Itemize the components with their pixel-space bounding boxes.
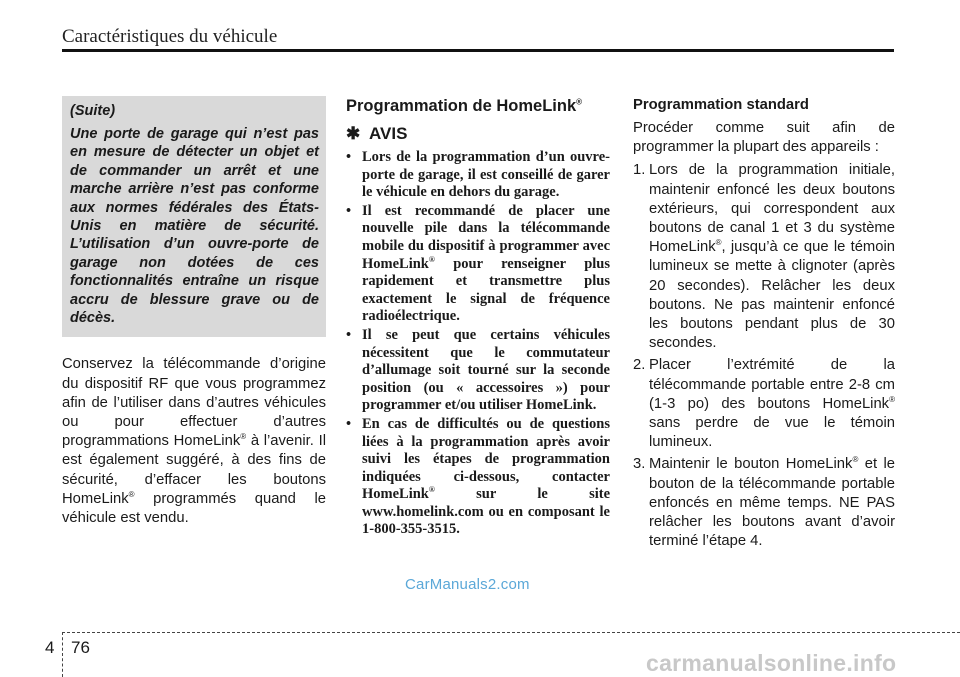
step-item: 1. Lors de la programmation initiale, maintenir enfoncé les deux boutons extérieurs, qui correspondent aux boutons de canal 1 et 3 du système HomeLink®, jusqu’à ce que le témoin lumineux se mette à clignoter (après 20 secondes). Relâcher les deux boutons. Ne pas maintenir enfoncé les boutons pendant plus de 30 secondes. — [633, 162, 895, 352]
notice-item: • Il se peut que certains véhicules nécessitent que le commutateur d’allumage soit tourné sur la seconde position (ou « accessoires ») pour programmer et/ou utiliser HomeLink. — [346, 326, 610, 414]
notice-item: • Il est recommandé de placer une nouvelle pile dans la télécommande mobile du dispositif à programmer avec HomeLink® pour renseigner plus rapidement et transmettre plus exactement le signal de fréquence radioélectrique. — [346, 202, 610, 325]
registered-mark: ® — [128, 489, 135, 499]
notice-heading — [346, 123, 610, 145]
notice-item: • Lors de la programmation d’un ouvre-porte de garage, il est conseillé de garer le véhicule en dehors du garage. — [346, 149, 610, 201]
step-number: 3. — [633, 456, 646, 473]
registered-mark: ® — [576, 97, 583, 107]
resale-paragraph — [62, 355, 326, 528]
warning-box-title: (Suite) — [70, 103, 116, 119]
steps-list — [633, 161, 895, 551]
registered-mark: ® — [428, 254, 435, 264]
step-number: 1. — [633, 162, 646, 179]
standard-programming-intro: Procéder comme suit afin de programmer la plupart des appareils : — [633, 120, 895, 156]
section-heading: Programmation de HomeLink® — [346, 97, 583, 115]
step-number: 2. — [633, 357, 646, 374]
column-3 — [633, 96, 895, 554]
registered-mark: ® — [715, 238, 722, 248]
chapter-number: 4 — [45, 638, 55, 657]
step-item: 3. Maintenir le bouton HomeLink® et le bouton de la télécommande portable enfoncés en même temps. NE PAS relâcher les boutons avant d’avoir terminé l’étape 4. — [633, 455, 895, 550]
column-1 — [62, 96, 326, 528]
notice-list — [346, 149, 610, 539]
footer-rule — [62, 632, 960, 633]
bullet-icon: • — [346, 149, 352, 165]
asterisk-notice-icon: ✱ — [346, 124, 361, 143]
column-2 — [346, 96, 610, 540]
header-rule — [62, 49, 894, 52]
page-number: 76 — [71, 638, 90, 657]
footer-divider — [62, 632, 63, 677]
bullet-icon: • — [346, 326, 352, 343]
watermark-carmanuals2: CarManuals2.com — [405, 576, 530, 593]
resale-paragraph-part2: à l’avenir. Il est également suggéré, à des fins de sécurité, d’effacer les boutons HomeLink — [62, 433, 326, 507]
notice-label: AVIS — [369, 124, 408, 143]
notice-item: • En cas de difficultés ou de questions liées à la programmation après avoir suivi les étapes de programmation indiquées ci-dessous, contacter HomeLink® sur le site www.homelink.com ou en composant le 1-800-355-3515. — [346, 415, 610, 538]
step-item: 2. Placer l’extrémité de la télécommande portable entre 2-8 cm (1-3 po) des boutons HomeLink® sans perdre de vue le témoin lumineux. — [633, 357, 895, 451]
watermark-carmanualsonline: carmanualsonline.info — [646, 650, 897, 676]
page-header-title: Caractéristiques du véhicule — [62, 26, 278, 47]
bullet-icon: • — [346, 415, 352, 432]
warning-box-text: Une porte de garage qui n’est pas en mesure de détecter un objet et de commander un arrêt et une marche arrière n’est pas conforme aux normes fédérales des États-Unis en matière de sécurité. L’utilisation d’un ouvre-porte de garage non dotées de ces fonctionnalités entraîne un risque accru de blessure grave ou de décès. — [70, 126, 319, 327]
registered-mark: ® — [428, 485, 435, 495]
resale-paragraph-part1: Conservez la télécommande d’origine du dispositif RF que vous programmez afin de l’utiliser dans d’autres véhicules ou pour effectuer d’autres programmations HomeLink — [62, 356, 326, 450]
resale-paragraph-part3: programmés quand le véhicule est vendu. — [62, 490, 326, 527]
warning-box — [62, 96, 326, 337]
bullet-icon: • — [346, 202, 352, 219]
standard-programming-heading: Programmation standard — [633, 97, 809, 113]
registered-mark: ® — [240, 432, 247, 442]
registered-mark: ® — [889, 394, 895, 404]
registered-mark: ® — [852, 455, 859, 465]
